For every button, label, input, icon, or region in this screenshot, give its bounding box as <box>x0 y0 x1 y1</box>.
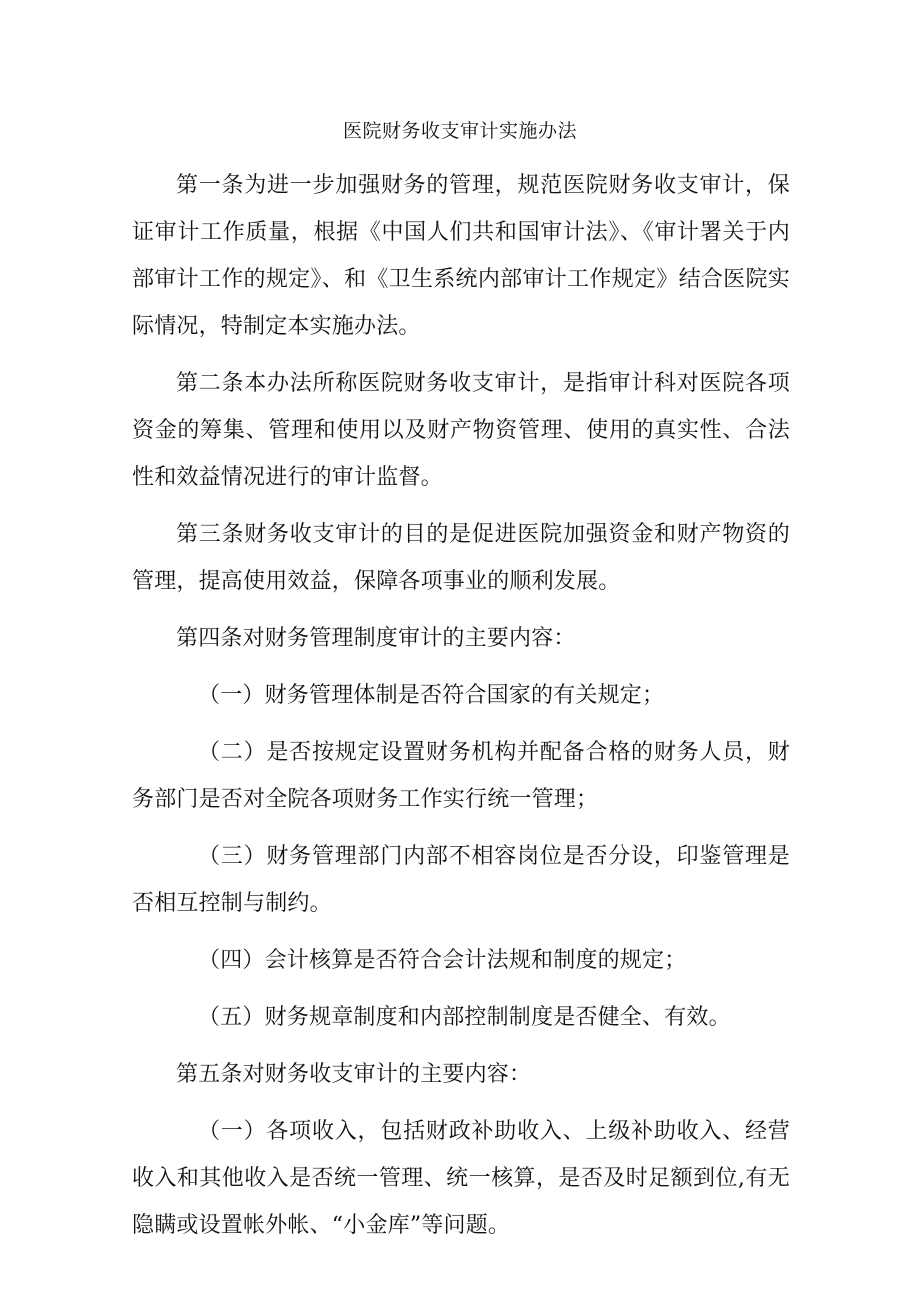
paragraph-article-4: 第四条对财务管理制度审计的主要内容： <box>176 626 576 651</box>
paragraph-article-3: 第三条财务收支审计的目的是促进医院加强资金和财产物资的管理，提高使用效益，保障各项事业的顺利发展。 <box>132 522 790 594</box>
paragraph-item-4-3: （三）财务管理部门内部不相容岗位是否分设，印鉴管理是否相互控制与制约。 <box>132 844 790 916</box>
document-title: 医院财务收支审计实施办法 <box>342 120 577 142</box>
paragraph-article-2: 第二条本办法所称医院财务收支审计，是指审计科对医院各项资金的筹集、管理和使用以及财产物资管理、使用的真实性、合法性和效益情况进行的审计监督。 <box>132 371 790 490</box>
paragraph-item-4-2: （二）是否按规定设置财务机构并配备合格的财务人员，财务部门是否对全院各项财务工作实行统一管理； <box>132 740 790 812</box>
paragraph-article-5: 第五条对财务收支审计的主要内容： <box>176 1062 532 1087</box>
paragraph-article-1: 第一条为进一步加强财务的管理，规范医院财务收支审计，保证审计工作质量，根据《中国人们共和国审计法》、《审计署关于内部审计工作的规定》、和《卫生系统内部审计工作规定》结合医院实际情况，特制定本实施办法。 <box>132 173 790 339</box>
paragraph-item-4-4: （四）会计核算是否符合会计法规和制度的规定； <box>198 948 687 973</box>
paragraph-item-4-5: （五）财务规章制度和内部控制制度是否健全、有效。 <box>198 1005 731 1030</box>
paragraph-item-5-1: （一）各项收入，包括财政补助收入、上级补助收入、经营收入和其他收入是否统一管理、统一核算，是否及时足额到位,有无隐瞒或设置帐外帐、“小金库”等问题。 <box>132 1119 790 1238</box>
document-body <box>132 162 790 1259</box>
paragraph-item-4-1: （一）财务管理体制是否符合国家的有关规定； <box>198 683 665 708</box>
